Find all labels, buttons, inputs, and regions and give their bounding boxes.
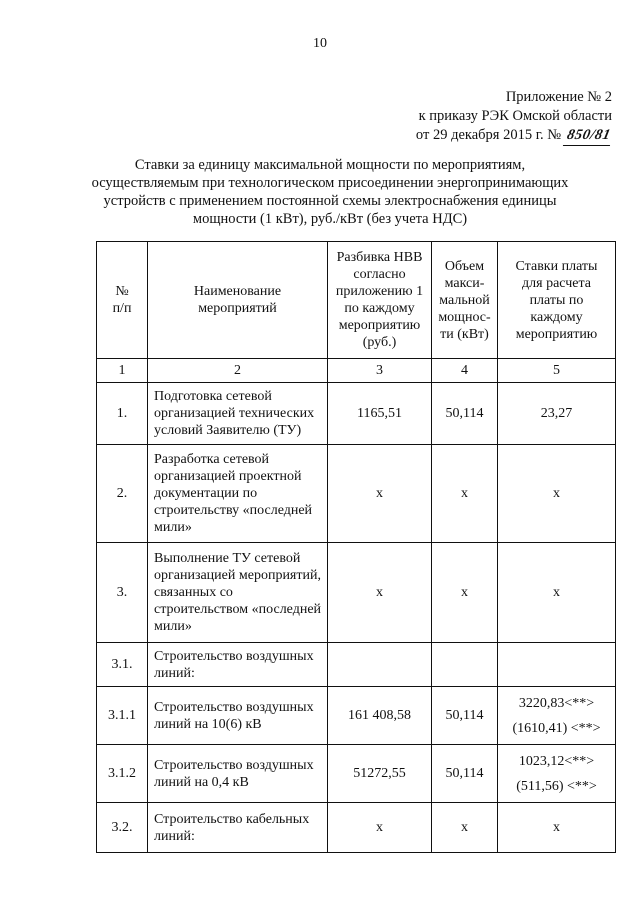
header-text: мощнос- (438, 309, 491, 325)
row-num: 3. (97, 543, 148, 643)
header-text: п/п (112, 301, 132, 316)
column-number: 2 (148, 359, 328, 383)
header-text: каждому (530, 309, 583, 325)
row-volume: х (432, 543, 498, 643)
header-text: платы по (529, 292, 584, 308)
column-number: 1 (97, 359, 148, 383)
row-name: Строительство воздушных линий на 0,4 кВ (148, 745, 328, 803)
header-text: мероприятий (198, 301, 277, 316)
row-num: 1. (97, 383, 148, 445)
row-name: Строительство воздушных линий: (148, 643, 328, 687)
row-nvv: х (328, 543, 432, 643)
header-text: по каждому (344, 301, 415, 316)
table-row (97, 543, 616, 643)
column-number-row (97, 359, 616, 383)
row-volume: х (432, 803, 498, 853)
rate-value-alt: (1610,41) <**> (512, 720, 601, 736)
table-row (97, 745, 616, 803)
header-text: ти (кВт) (440, 326, 489, 342)
header-text: Наименование (193, 284, 282, 299)
row-nvv (328, 643, 432, 687)
row-nvv: 1165,51 (328, 383, 432, 445)
header-text: (руб.) (362, 335, 397, 350)
row-volume: 50,114 (432, 687, 498, 745)
header-rate (498, 242, 616, 359)
appendix-line-1: Приложение № 2 (505, 89, 612, 105)
appendix-date: от 29 декабря 2015 г. № (415, 127, 562, 143)
row-name: Разработка сетевой организацией проектной документации по строительству «последней мили» (148, 445, 328, 543)
rate-value-alt: (511,56) <**> (516, 778, 597, 794)
title-line: устройств с применением постоянной схемы электроснабжения единицы (103, 193, 557, 209)
rate-value: 1023,12<**> (518, 753, 595, 769)
row-name: Строительство воздушных линий на 10(6) кВ (148, 687, 328, 745)
table-row (97, 643, 616, 687)
title-line: Ставки за единицу максимальной мощности по мероприятиям, (134, 157, 526, 173)
row-num: 3.2. (97, 803, 148, 853)
row-nvv: х (328, 445, 432, 543)
row-rate: 23,27 (498, 383, 616, 445)
row-num: 3.1. (97, 643, 148, 687)
column-number: 3 (328, 359, 432, 383)
rates-table (96, 241, 616, 853)
header-nvv (328, 242, 432, 359)
appendix-line-3 (416, 126, 612, 146)
rate-value: 3220,83<**> (518, 695, 595, 711)
row-nvv: 161 408,58 (328, 687, 432, 745)
header-text: для расчета (522, 275, 591, 291)
row-volume (432, 643, 498, 687)
column-number: 5 (498, 359, 616, 383)
row-name: Выполнение ТУ сетевой организацией мероприятий, связанных со строительством «последней мили» (148, 543, 328, 643)
header-name (148, 242, 328, 359)
row-volume: 50,114 (432, 383, 498, 445)
header-text: № (115, 284, 129, 299)
row-rate: х (498, 543, 616, 643)
table-row (97, 803, 616, 853)
table-row (97, 445, 616, 543)
title-line: мощности (1 кВт), руб./кВт (без учета НДС) (192, 211, 468, 227)
page-number: 10 (313, 36, 327, 51)
row-num: 3.1.1 (97, 687, 148, 745)
header-text: приложению 1 (335, 284, 424, 299)
header-num (97, 242, 148, 359)
header-text: макси- (444, 275, 485, 291)
row-nvv: 51272,55 (328, 745, 432, 803)
header-text: согласно (353, 267, 406, 282)
row-name: Подготовка сетевой организацией технических условий Заявителю (ТУ) (148, 383, 328, 445)
header-text: Объем (444, 258, 485, 274)
row-rate (498, 745, 616, 803)
row-num: 2. (97, 445, 148, 543)
row-rate (498, 687, 616, 745)
row-name: Строительство кабельных линий: (148, 803, 328, 853)
order-number-handwritten: 850/81 (563, 126, 615, 146)
row-nvv: х (328, 803, 432, 853)
row-num: 3.1.2 (97, 745, 148, 803)
row-volume: 50,114 (432, 745, 498, 803)
header-text: Разбивка НВВ (336, 250, 423, 265)
row-rate (498, 643, 616, 687)
column-number: 4 (432, 359, 498, 383)
header-text: Ставки платы (515, 258, 598, 274)
table-header-row (97, 242, 616, 359)
table-row (97, 687, 616, 745)
row-volume: х (432, 445, 498, 543)
row-rate: х (498, 803, 616, 853)
header-text: мероприятию (338, 318, 421, 333)
appendix-block (416, 88, 612, 146)
row-rate: х (498, 445, 616, 543)
table-row (97, 383, 616, 445)
header-volume (432, 242, 498, 359)
title-line: осуществляемым при технологическом присоединении энергопринимающих (91, 175, 569, 191)
header-text: мероприятию (515, 326, 598, 342)
header-text: мальной (439, 292, 490, 308)
appendix-line-2: к приказу РЭК Омской области (418, 108, 612, 124)
document-title (86, 156, 574, 228)
